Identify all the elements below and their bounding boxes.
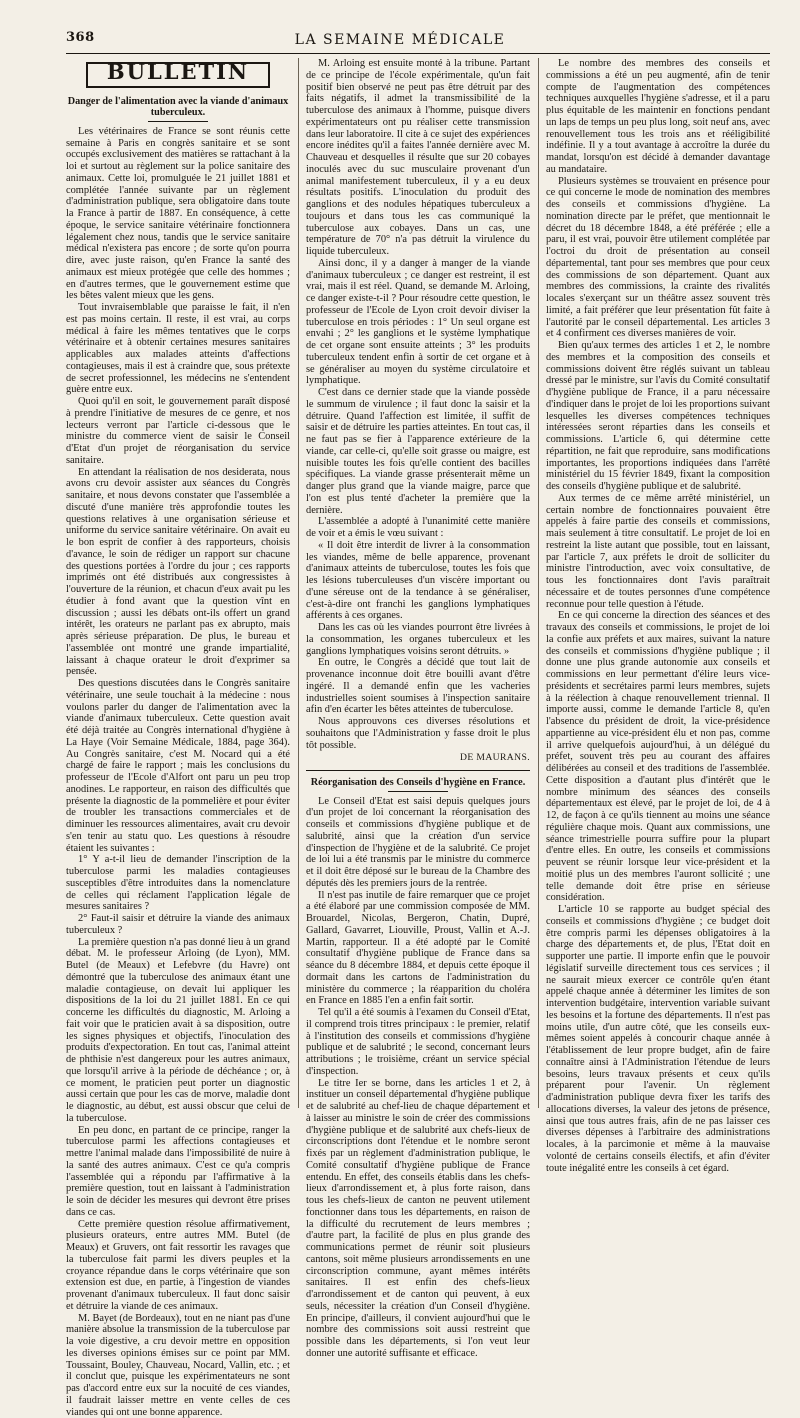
- paragraph: Cette première question résolue affirmativement, plusieurs orateurs, entre autres MM. Butel (de Meaux) et Gruvers, ont fait ressortir les ravages que la tuberculose fait parmi les divers peuples et la croyance répandue dans le corps vétérinaire que son extension est due, en partie, à l'ingestion de viandes provenant d'animaux tuberculeux. Il faut donc saisir et détruire la viande de ces animaux.: [66, 1219, 290, 1313]
- paragraph: Tel qu'il a été soumis à l'examen du Conseil d'Etat, il comprend trois titres principaux : le premier, relatif à l'institution des conseils et commissions d'hygiène publique et de salubrité ; le second, concernant leurs attributions ; le troisième, créant un service spécial d'inspection.: [306, 1007, 530, 1078]
- paragraph: La première question n'a pas donné lieu à un grand débat. M. le professeur Arloing (de Lyon), MM. Butel (de Meaux) et Lefebvre (du Havre) ont démontré que la tuberculose des animaux étant une maladie contagieuse, on devait lui appliquer les dispositions de la loi du 21 juillet 1881. En ce qui concerne les difficultés du diagnostic, M. Arloing a fait voir que le praticien avait à sa disposition, outre les signes physiques et objectifs, l'inoculation des produits d'expectoration. En tout cas, l'animal atteint de phthisie n'est dangereux pour les autres animaux, que lorsqu'il arrive à la période de déchéance ; or, à ce moment, le praticien peut porter un diagnostic aussi certain que pour les cas de morve, maladie dont le diagnostic, au début, est aussi obscur que celui de la tuberculose.: [66, 937, 290, 1125]
- paragraph: M. Arloing est ensuite monté à la tribune. Partant de ce principe de l'école expérimentale, qu'un fait positif bien observé ne peut pas être détruit par des faits négatifs, il admet la transmissibilité de la tuberculose des animaux à l'homme, puisque divers expérimentateurs ont pu réaliser cette transmission dans leur laboratoire. Il cite à ce sujet des expériences encore inédites qu'il a faites l'année dernière avec M. Chauveau et desquelles il résulte que sur 20 cobayes inoculés avec du suc musculaire provenant d'un animal manifestement tuberculeux, il y a eu deux résultats positifs. L'inoculation du produit des ganglions et des nodules hépatiques tuberculeux a toujours et dans tous les cas communiqué la tuberculose aux cobayes. Dans un cas, une température de 70° n'a pas détruit la virulence du liquide tuberculeux.: [306, 58, 530, 258]
- paragraph: L'article 10 se rapporte au budget spécial des conseils et commissions d'hygiène ; ce budget doit être compris parmi les dépenses obligatoires à la charge des départements et, de plus, l'Etat doit en supporter une partie. Il importe enfin que le pouvoir législatif surveille directement tous ces services ; il ne saurait mieux exercer ce contrôle qu'en étant appelé chaque année à déterminer les limites de son intervention budgétaire, intervention variable suivant les besoins et la fortune des départements. Il n'est pas moins utile, d'un autre côté, que les conseils eux-mêmes soient appelés à concourir chaque année à l'établissement de leur propre budget, afin de faire connaître ainsi à l'Administration l'étendue de leurs besoins, leurs travaux présents et ceux qu'ils préparent pour l'avenir. Un règlement d'administration publique devra fixer les tarifs des allocations diverses, la valeur des jetons de présence, ainsi que tous autres frais, afin de ne pas laisser ces diverses dépenses à l'arbitraire des administrations locales, à la parcimonie et même à la mauvaise volonté de certains conseils électifs, et afin d'éviter toute inégalité entre les conseils à cet égard.: [546, 904, 770, 1174]
- article-separator: [306, 770, 530, 771]
- page-header: [66, 30, 770, 50]
- title-rule: [388, 791, 448, 792]
- paragraph: C'est dans ce dernier stade que la viande possède le summum de virulence ; il faut donc la saisir et la détruire. Quand l'affection est limitée, il suffit de saisir et de détruire les parties atteintes. En tout cas, il ne faut pas se fier à l'apparence extérieure de la viande, car celle-ci, qu'elle soit grasse ou maigre, est nuisible toutes les fois qu'elle contient des bacilles spécifiques. La viande grasse présenterait même un danger plus grand que la viande maigre, parce que l'on est plus tenté d'acheter la première que la dernière.: [306, 387, 530, 516]
- paragraph: Dans les cas où les viandes pourront être livrées à la consommation, les organes tuberculeux et les ganglions lymphatiques voisins seront détruits. »: [306, 622, 530, 657]
- article-title-hygiene-councils: Réorganisation des Conseils d'hygiène en France.: [306, 777, 530, 789]
- running-title: LA SEMAINE MÉDICALE: [0, 32, 800, 48]
- paragraph: Aux termes de ce même arrêté ministériel, un certain nombre de fonctionnaires pouvaient être appelés à faire partie des conseils et commissions, mais seulement à titre consultatif. Le projet de loi en restreint la liste autant que possible, tout en laissant, par l'article 7, aux préfets le droit de solliciter du ministre l'introduction, avec voix consultative, de tous les fonctionnaires dont l'avis paraîtrait nécessaire et de toutes personnes d'une compétence reconnue pour telle question à l'étude.: [546, 493, 770, 611]
- column-left: [66, 58, 290, 1108]
- header-rule: [66, 53, 770, 54]
- paragraph: Les vétérinaires de France se sont réunis cette semaine à Paris en congrès sanitaire et se sont occupés exclusivement des matières se rattachant à la loi et surtout au règlement sur la police sanitaire des animaux. Cette loi, promulguée le 21 juillet 1881 et complétée l'année suivante par un règlement d'administration publique, sera obligatoire dans toute la France à partir de 1887. En conséquence, à cette époque, le service sanitaire vétérinaire fonctionnera légalement chez nous, tandis que le service sanitaire médical n'existera pas encore ; de sorte qu'on pourra dire, avec juste raison, qu'en France la santé des animaux est mieux protégée que celle des hommes ; en d'autres termes, que le gouvernement estime que les bêtes valent mieux que les gens.: [66, 126, 290, 302]
- page-number: 368: [66, 30, 95, 45]
- paragraph: Tout invraisemblable que paraisse le fait, il n'en est pas moins certain. Il reste, il est vrai, au corps médical à faire les mêmes tentatives que le corps vétérinaire et à obtenir certaines mesures sanitaires applicables aux malades atteints d'affections contagieuses, mais il est à craindre que, sous prétexte de secret professionnel, les médecins ne s'entendent guère entre eux.: [66, 302, 290, 396]
- paragraph: En peu donc, en partant de ce principe, ranger la tuberculose parmi les affections contagieuses et mettre l'animal malade dans l'impossibilité de nuire à la santé des autres animaux. C'est ce qu'a compris l'assemblée qui a répondu par l'affirmative à la première question, tout en laissant à l'administration le soin de décider les mesures qui devront être prises dans ce cas.: [66, 1125, 290, 1219]
- paragraph: Des questions discutées dans le Congrès sanitaire vétérinaire, une seule touchait à la médecine : nous voulons parler du danger de l'alimentation avec la viande d'animaux tuberculeux. Cette question avait été déjà traitée au Congrès international d'hygiène à La Haye (Voir Semaine Médicale, 1884, page 364). Au Congrès sanitaire, c'est M. Nocard qui a été chargé de faire le rapport ; mais les conclusions du professeur de l'Ecole d'Alfort ont paru un peu trop anodines. Le rapporteur, en raison des difficultés que présente la diagnostic de la pommelière et pour éviter de troubler les transactions commerciales et de diminuer les ressources alimentaires, avait cru devoir s'en tenir au statu quo. Les questions à résoudre étaient les suivantes :: [66, 678, 290, 854]
- paragraph: Quoi qu'il en soit, le gouvernement paraît disposé à prendre l'initiative de mesures de ce genre, et nos lecteurs verront par l'article ci-dessous que le ministre du commerce vient de saisir le Conseil d'Etat d'un projet de réorganisation du service sanitaire.: [66, 396, 290, 467]
- paragraph: Bien qu'aux termes des articles 1 et 2, le nombre des membres et la composition des conseils et commissions doivent être réglés suivant un tableau dressé par le ministre, sur l'avis du Comité consultatif d'hygiène publique de France, il a paru nécessaire d'indiquer dans le projet de loi les proportions suivant lesquelles les diverses compétences techniques intéressées seront réparties dans les conseils et commissions. L'article 6, qui détermine cette répartition, ne fait que reproduire, sans modifications importantes, les proportions indiquées dans l'arrêté ministériel du 15 février 1849, fixant la composition des conseils d'hygiène publique et de salubrité.: [546, 340, 770, 493]
- paragraph: Nous approuvons ces diverses résolutions et souhaitons que l'Administration y fasse droit le plus tôt possible.: [306, 716, 530, 751]
- paragraph: « Il doit être interdit de livrer à la consommation les viandes, même de belle apparence, provenant d'animaux atteints de tuberculose, toutes les fois que les lésions tuberculeuses d'un viscère important ou d'une séreuse ont de la tendance à se généraliser, c'est-à-dire ont franchi les ganglions lymphatiques afférents à ces organes.: [306, 540, 530, 622]
- paragraph: En outre, le Congrès a décidé que tout lait de provenance inconnue doit être bouilli avant d'être ingéré. Il a demandé enfin que les vacheries industrielles soient soumises à l'inspection sanitaire afin d'en écarter les bêtes atteintes de tuberculose.: [306, 657, 530, 716]
- column-middle: [298, 58, 530, 1108]
- paragraph: Le nombre des membres des conseils et commissions a été un peu augmenté, afin de tenir compte de l'augmentation des compétences techniques auxquelles l'hygiène s'adresse, et il a paru plus équitable de les maintenir en fonctions pendant un laps de temps un peu plus long, soit neuf ans, avec renouvellement tous les trois ans et rééligibilité indéfinie. Il y a tout avantage à accroître la durée du mandat, lorsqu'on est décidé à demander davantage au mandataire.: [546, 58, 770, 176]
- text-columns: [66, 58, 770, 1108]
- paragraph: L'assemblée a adopté à l'unanimité cette manière de voir et a émis le vœu suivant :: [306, 516, 530, 540]
- article-title-tuberculous-meat: Danger de l'alimentation avec la viande d'animaux tuberculeux.: [66, 96, 290, 119]
- column-right: [538, 58, 770, 1108]
- title-rule: [148, 121, 208, 122]
- paragraph: En attendant la réalisation de nos desiderata, nous avons cru devoir assister aux séances du Congrès sanitaire, et nous devons constater que l'assemblée a discuté d'une manière très approfondie toutes les questions relatives à une organisation sérieuse et uniforme du service sanitaire vétérinaire. On avait eu le bon esprit de confier à des rapporteurs, choisis d'avance, le soin de rédiger un rapport sur chacune des questions portées à l'ordre du jour ; ces rapports imprimés ont été distribués aux congressistes à l'ouverture de la réunion, et chacun d'eux avait pu les étudier à fond avant que la question vînt en discussion ; aussi les débats ont-ils offert un grand intérêt, les orateurs ne parlant pas ex abrupto, mais après sérieuse préparation. De plus, le bureau et l'assemblée ont montré une grande impartialité, laissant à chaque orateur le droit d'exprimer sa pensée.: [66, 467, 290, 679]
- paragraph: 1° Y a-t-il lieu de demander l'inscription de la tuberculose parmi les maladies contagieuses susceptibles d'être introduites dans la nomenclature de celles qui réclament l'application légale de mesures sanitaires ?: [66, 854, 290, 913]
- bulletin-heading-box: [86, 62, 270, 88]
- paragraph: M. Bayet (de Bordeaux), tout en ne niant pas d'une manière absolue la transmission de la tuberculose par la voie digestive, a cru devoir mettre en opposition les diverses opinions émises sur ce point par MM. Toussaint, Bouley, Chauveau, Nocard, Vallin, etc. ; et il conclut que, puisque les expérimentateurs ne sont pas d'accord entre eux sur la nocuité de ces viandes, il faudrait laisser mettre en vente celles de ces viandes qui ont une bonne apparence.: [66, 1313, 290, 1418]
- paragraph: Le titre Ier se borne, dans les articles 1 et 2, à instituer un conseil départemental d'hygiène publique et de salubrité au chef-lieu de chaque département et à laisser au ministre le soin de créer des commissions d'hygiène publique et de salubrité aux chefs-lieux de circonscriptions dont l'étendue et le nombre seront fixés par un règlement d'administration publique, le Comité consultatif d'hygiène publique de France entendu. En effet, des conseils établis dans les chefs-lieux d'arrondissement et, à plus forte raison, dans tous les chefs-lieux de canton ne peuvent utilement fonctionner dans tous les départements, en raison de la difficulté du recrutement de leurs membres ; d'autre part, la facilité de plus en plus grande des communications permet de réunir soit plusieurs cantons, soit même plusieurs arrondissements en une circonscription commune, ayant mêmes intérêts sanitaires. Il est enfin des chefs-lieux d'arrondissement et de canton qui peuvent, à eux seuls, nécessiter la création d'un Conseil d'hygiène. En principe, d'ailleurs, il convient aujourd'hui que le nombre des commissions soit aussi restreint que possible dans les départements, si l'on veut leur donner une autorité suffisante et efficace.: [306, 1078, 530, 1360]
- paragraph: Le Conseil d'Etat est saisi depuis quelques jours d'un projet de loi concernant la réorganisation des conseils et commissions d'hygiène publique et de salubrité, ainsi que la création d'un service d'inspection de l'hygiène et de la salubrité. Ce projet de loi lui a été transmis par le ministre du commerce et il doit être déposé sur le bureau de la Chambre des députés dès les premiers jours de la rentrée.: [306, 796, 530, 890]
- paragraph: Il n'est pas inutile de faire remarquer que ce projet a été élaboré par une commission composée de MM. Brouardel, Nicolas, Bergeron, Chatin, Dupré, Gallard, Gavarret, Liouville, Proust, Vallin et A.-J. Martin, rapporteur. Il a été adopté par le Comité consultatif d'hygiène publique de France dans sa séance du 8 décembre 1884, et depuis cette époque il dormait dans les cartons de l'administration du ministère du commerce ; la réapparition du choléra en France en 1885 l'en a enfin fait sortir.: [306, 890, 530, 1008]
- paragraph: Plusieurs systèmes se trouvaient en présence pour ce qui concerne le mode de nomination des membres des conseils et commissions d'hygiène. La nomination directe par le préfet, que mentionnait le décret du 18 décembre 1848, a été préférée ; elle a paru, il est vrai, pouvoir être utilement complétée par l'octroi du droit de présentation au conseil départemental, tant pour ses membres que pour ceux des commissions de son département. Quant aux membres des commissions, la crainte des rivalités locales s'exerçant sur un théâtre assez souvent très limité, a fait préférer que leur présentation fût faite à l'autorité par le conseil départemental. Les articles 3 et 4 confirment ces diverses manières de voir.: [546, 176, 770, 341]
- article-signature: DE MAURANS.: [306, 752, 530, 764]
- paragraph: Ainsi donc, il y a danger à manger de la viande d'animaux tuberculeux ; ce danger est restreint, il est vrai, mais il est réel. Quand, se demande M. Arloing, ce danger existe-t-il ? Pour résoudre cette question, le professeur de l'Ecole de Lyon croit devoir diviser la tuberculose en trois périodes : 1° Un seul organe est envahi ; 2° les ganglions et le système lymphatique de cet organe sont ensuite atteints ; 3° les produits tuberculeux tendent enfin à sortir de cet organe et à se généraliser au moyen du système circulatoire et lymphatique.: [306, 258, 530, 387]
- paragraph: En ce qui concerne la direction des séances et des travaux des conseils et commissions, le projet de loi la confie aux préfets et aux maires, suivant la nature des conseils et commissions d'hygiène publique ; il donne une plus grande autonomie aux conseils et commissions en leur permettant d'élire leurs vice-présidents et secrétaires parmi leurs membres, sujets à la réélection à chaque renouvellement triennal. Il importe aussi, comme le demande l'article 8, qu'en l'absence du président de droit, la vice-présidence appartienne au vice-président élu et non pas, comme il arrive quelquefois aujourd'hui, à un délégué du préfet, souvent très peu au courant des affaires délibérées au conseil et des traditions de l'assemblée. Cette disposition a d'autant plus d'intérêt que le nombre minimum des séances des conseils départementaux est élevé, par le projet de loi, de 4 à 12, de façon à ce qu'ils tiennent au moins une séance régulière chaque mois. Quant aux commissions, une séance trimestrielle pourra suffire pour la plupart d'entre elles. En outre, les conseils et commissions peuvent se réunir lorsque leur vice-président et la moitié plus un des membres l'auront sollicité ; une telle demande doit être prise en sérieuse considération.: [546, 610, 770, 904]
- paragraph: 2° Faut-il saisir et détruire la viande des animaux tuberculeux ?: [66, 913, 290, 937]
- bulletin-heading: BULLETIN: [107, 59, 249, 84]
